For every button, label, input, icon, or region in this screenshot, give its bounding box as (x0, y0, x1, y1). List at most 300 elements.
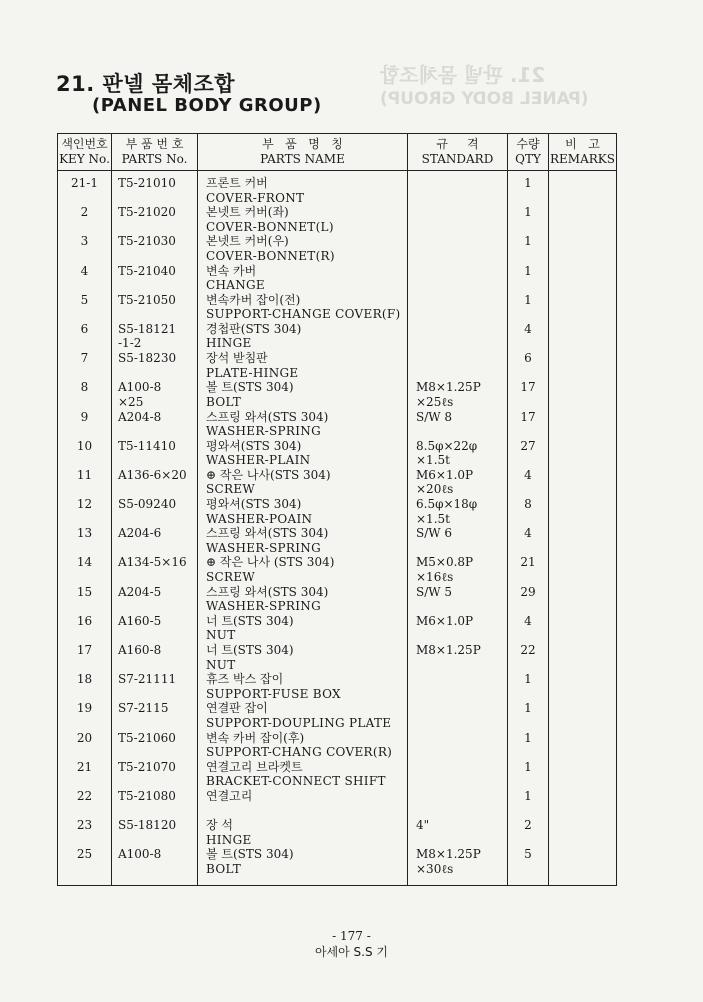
cell-part-no (112, 672, 198, 701)
cell-part-name (198, 322, 408, 351)
table-row (58, 410, 617, 439)
cell-remarks (549, 789, 617, 818)
cell-part-name-name-en: WASHER-PLAIN (206, 453, 311, 468)
table-row (58, 205, 617, 234)
cell-remarks (549, 293, 617, 322)
cell-key-key: 20 (76, 730, 93, 745)
cell-remarks (549, 380, 617, 409)
cell-remarks (549, 614, 617, 643)
cell-qty-qty: 22 (520, 643, 536, 657)
cell-part-name-name-ko: 스프링 와셔(STS 304) (206, 409, 329, 424)
cell-standard (408, 614, 508, 643)
cell-remarks (549, 760, 617, 789)
cell-standard (408, 526, 508, 555)
cell-key (58, 439, 112, 468)
cell-remarks (549, 555, 617, 584)
cell-part-no-part-no: T5-21020 (118, 205, 176, 220)
cell-part-name-name-en: PLATE-HINGE (206, 365, 299, 380)
cell-part-no (112, 497, 198, 526)
cell-part-name-name-ko: 연결고리 브라켓트 (206, 759, 303, 774)
cell-part-name-name-en: SUPPORT-FUSE BOX (206, 686, 341, 701)
cell-remarks (549, 439, 617, 468)
cell-part-name (198, 614, 408, 643)
cell-part-no (112, 380, 198, 409)
cell-qty-qty: 29 (520, 584, 536, 599)
cell-key (58, 614, 112, 643)
cell-standard-std1: M8×1.25P (416, 643, 481, 657)
cell-qty (508, 410, 549, 439)
cell-remarks (549, 701, 617, 730)
cell-standard-std2: ×1.5t (416, 453, 450, 468)
cell-standard (408, 643, 508, 672)
cell-remarks (549, 847, 617, 886)
cell-part-name-name-ko: 변속 카버 (206, 263, 257, 278)
cell-remarks (549, 497, 617, 526)
cell-part-name-name-ko: 프론트 커버 (206, 176, 268, 190)
cell-part-no (112, 234, 198, 263)
col-header-qty: 수량 QTY (508, 134, 549, 171)
cell-part-no (112, 410, 198, 439)
cell-key-key: 8 (80, 380, 89, 395)
cell-standard-std2: ×20ℓs (416, 482, 454, 497)
cell-standard (408, 760, 508, 789)
cell-part-name-name-ko: 볼 트(STS 304) (206, 380, 294, 395)
cell-remarks (549, 351, 617, 380)
cell-key (58, 293, 112, 322)
cell-standard (408, 234, 508, 263)
cell-part-no (112, 351, 198, 380)
col-header-parts-no: 부 품 번 호 PARTS No. (112, 134, 198, 171)
cell-part-name (198, 585, 408, 614)
cell-key-key: 9 (80, 409, 89, 424)
cell-key-key: 25 (76, 847, 93, 862)
cell-part-name-name-ko: 장 석 (206, 818, 233, 833)
cell-standard (408, 205, 508, 234)
cell-part-no-part-no: A204-8 (118, 409, 162, 424)
cell-part-no-part-no: T5-11410 (118, 438, 176, 453)
table-row (58, 701, 617, 730)
cell-part-name (198, 643, 408, 672)
cell-qty-qty: 8 (524, 497, 532, 512)
cell-part-name-name-ko: 연결고리 (206, 788, 253, 803)
cell-standard (408, 293, 508, 322)
cell-standard (408, 555, 508, 584)
cell-key (58, 205, 112, 234)
table-row (58, 497, 617, 526)
cell-part-name-name-ko: 휴즈 박스 잡이 (206, 672, 284, 687)
cell-part-name-name-en: SCREW (206, 482, 256, 497)
cell-key-key: 11 (76, 467, 93, 482)
cell-remarks (549, 171, 617, 206)
table-row (58, 585, 617, 614)
cell-qty (508, 731, 549, 760)
cell-part-no-part-no: A100-8 (118, 847, 162, 862)
cell-part-no-part-no: S7-2115 (118, 701, 169, 716)
cell-standard-std2: ×25ℓs (416, 394, 454, 409)
cell-qty-qty: 4 (524, 613, 532, 628)
cell-part-name-name-en: WASHER-SPRING (206, 599, 321, 614)
cell-qty (508, 614, 549, 643)
table-row (58, 643, 617, 672)
cell-key-key: 19 (76, 701, 93, 716)
cell-remarks (549, 526, 617, 555)
cell-qty-qty: 1 (524, 701, 532, 716)
cell-key-key: 6 (80, 321, 89, 336)
cell-standard-std1: S/W 8 (416, 409, 453, 424)
cell-part-no (112, 585, 198, 614)
cell-part-name-name-ko: 평와셔(STS 304) (206, 497, 302, 512)
bleed-through-text (380, 62, 598, 110)
cell-standard (408, 351, 508, 380)
cell-key (58, 322, 112, 351)
cell-part-no (112, 468, 198, 497)
cell-remarks (549, 264, 617, 293)
cell-part-no-part-no: A134-5×16 (118, 555, 187, 570)
cell-qty (508, 847, 549, 886)
cell-standard-std1: M6×1.0P (416, 613, 474, 628)
cell-part-no-part-no: A160-8 (118, 643, 162, 657)
cell-key (58, 380, 112, 409)
footer-company: 아세아 S.S 기 (314, 945, 389, 959)
cell-key (58, 701, 112, 730)
cell-qty (508, 351, 549, 380)
cell-part-name (198, 410, 408, 439)
cell-qty-qty: 5 (524, 847, 532, 862)
cell-key (58, 672, 112, 701)
cell-part-name (198, 789, 408, 818)
table-row (58, 351, 617, 380)
cell-standard (408, 439, 508, 468)
cell-key-key: 15 (76, 584, 93, 599)
cell-part-no-part-no: S5-18121 (118, 321, 177, 336)
ghost-title-ko: 21. 판넬 몸체조합 (380, 63, 546, 87)
cell-standard-std2: ×1.5t (416, 511, 450, 526)
table-row (58, 234, 617, 263)
cell-standard-std1: M8×1.25P (416, 380, 481, 395)
cell-key-key: 7 (80, 351, 89, 366)
cell-standard (408, 410, 508, 439)
cell-standard (408, 847, 508, 886)
table-row (58, 555, 617, 584)
cell-part-no (112, 614, 198, 643)
cell-part-name-name-ko: 볼 트(STS 304) (206, 847, 294, 862)
table-row (58, 293, 617, 322)
cell-standard (408, 585, 508, 614)
cell-key-key: 4 (80, 263, 89, 278)
cell-qty-qty: 21 (520, 555, 536, 570)
cell-part-no-part-no: S5-09240 (118, 497, 177, 512)
cell-key (58, 468, 112, 497)
cell-remarks (549, 410, 617, 439)
cell-qty (508, 760, 549, 789)
cell-part-name-name-en: HINGE (206, 832, 252, 847)
cell-qty (508, 701, 549, 730)
cell-part-no-part-no: S5-18120 (118, 818, 177, 833)
cell-standard (408, 818, 508, 847)
cell-part-no-part-no: T5-21050 (118, 292, 176, 307)
table-row (58, 171, 617, 206)
cell-key (58, 526, 112, 555)
cell-standard (408, 171, 508, 206)
cell-part-name-name-en: CHANGE (206, 278, 265, 293)
cell-qty (508, 205, 549, 234)
cell-standard-std1: M6×1.0P (416, 467, 474, 482)
cell-key-key: 16 (76, 613, 93, 628)
cell-part-name-name-en: WASHER-SPRING (206, 424, 321, 438)
cell-remarks (549, 468, 617, 497)
cell-key (58, 171, 112, 206)
cell-remarks (549, 322, 617, 351)
cell-part-name (198, 555, 408, 584)
cell-standard-std1: 4" (416, 818, 430, 833)
cell-standard (408, 264, 508, 293)
page-title: 21. 판넬 몸체조합 (56, 72, 236, 96)
cell-qty-qty: 1 (524, 730, 532, 745)
cell-part-name-name-ko: 변속카버 잡이(전) (206, 292, 301, 307)
cell-standard (408, 701, 508, 730)
cell-part-name (198, 672, 408, 701)
cell-remarks (549, 643, 617, 672)
cell-key (58, 789, 112, 818)
cell-part-name (198, 731, 408, 760)
cell-part-name-name-ko: 본넷트 커버(우) (206, 234, 289, 249)
cell-part-name-name-ko: 연결판 잡이 (206, 701, 268, 716)
cell-qty-qty: 1 (524, 759, 532, 774)
cell-qty-qty: 1 (524, 292, 532, 307)
cell-part-name-name-ko: 경첩판(STS 304) (206, 321, 302, 336)
cell-part-name-name-ko: 장석 받침판 (206, 351, 268, 366)
cell-part-name (198, 234, 408, 263)
cell-qty (508, 585, 549, 614)
col-header-standard: 규 격 STANDARD (408, 134, 508, 171)
table-row (58, 614, 617, 643)
cell-part-name-name-en: COVER-BONNET(R) (206, 248, 335, 263)
cell-part-name-name-en: BRACKET-CONNECT SHIFT (206, 774, 386, 789)
cell-standard-std1: 6.5φ×18φ (416, 497, 478, 512)
cell-part-no-part-no: S5-18230 (118, 351, 177, 366)
cell-key-key: 14 (76, 555, 93, 570)
cell-part-no (112, 643, 198, 672)
cell-key (58, 497, 112, 526)
cell-key-key: 23 (76, 818, 93, 833)
cell-standard (408, 789, 508, 818)
cell-qty-qty: 4 (524, 321, 532, 336)
cell-part-name-name-ko: 본넷트 커버(좌) (206, 205, 289, 220)
cell-part-name-name-en: NUT (206, 628, 236, 643)
cell-part-no-part-no: A204-6 (118, 526, 162, 541)
cell-qty-qty: 1 (524, 234, 532, 249)
cell-key-key: 3 (80, 234, 89, 249)
cell-key-key: 13 (76, 526, 93, 541)
cell-part-name (198, 171, 408, 206)
cell-part-name (198, 439, 408, 468)
cell-standard (408, 731, 508, 760)
cell-qty-qty: 1 (524, 176, 532, 190)
cell-remarks (549, 818, 617, 847)
cell-part-name-name-en: NUT (206, 657, 236, 672)
table-header-row (58, 134, 617, 171)
cell-standard-std1: M5×0.8P (416, 555, 474, 570)
table-row (58, 322, 617, 351)
cell-qty-qty: 4 (524, 526, 532, 541)
cell-part-no-part-no: T5-21070 (118, 759, 176, 774)
cell-standard-std1: 8.5φ×22φ (416, 438, 478, 453)
cell-remarks (549, 585, 617, 614)
cell-qty (508, 380, 549, 409)
cell-part-name (198, 847, 408, 886)
cell-part-name-name-en: BOLT (206, 394, 242, 409)
cell-qty (508, 468, 549, 497)
parts-table (57, 133, 617, 886)
cell-qty (508, 526, 549, 555)
cell-qty-qty: 17 (520, 409, 536, 424)
cell-qty (508, 439, 549, 468)
col-header-remarks: 비 고 REMARKS (549, 134, 617, 171)
table-row (58, 731, 617, 760)
cell-qty-qty: 1 (524, 672, 532, 687)
cell-part-no-part-no: A160-5 (118, 613, 162, 628)
cell-part-name-name-ko: 너 트(STS 304) (206, 643, 294, 657)
cell-part-name (198, 380, 408, 409)
cell-part-no (112, 293, 198, 322)
cell-part-name (198, 701, 408, 730)
cell-part-name-name-ko: ⊕ 작은 나사 (STS 304) (206, 555, 335, 570)
cell-part-name (198, 526, 408, 555)
cell-remarks (549, 731, 617, 760)
table-row (58, 468, 617, 497)
cell-part-name-name-ko: ⊕ 작은 나사(STS 304) (206, 467, 331, 482)
cell-part-name (198, 818, 408, 847)
cell-standard (408, 497, 508, 526)
cell-part-no (112, 322, 198, 351)
cell-key-key: 5 (80, 292, 89, 307)
col-header-key: 색인번호 KEY No. (58, 134, 112, 171)
cell-key (58, 351, 112, 380)
cell-part-name-name-en: COVER-BONNET(L) (206, 219, 334, 234)
table-row (58, 526, 617, 555)
table-row (58, 439, 617, 468)
cell-part-name-name-ko: 평와셔(STS 304) (206, 438, 302, 453)
cell-standard-std2: ×16ℓs (416, 569, 454, 584)
cell-key-key: 22 (76, 788, 93, 803)
cell-part-name-name-en: SUPPORT-DOUPLING PLATE (206, 715, 392, 730)
cell-part-no-part-no: A100-8 (118, 380, 162, 395)
cell-standard (408, 468, 508, 497)
cell-key (58, 264, 112, 293)
cell-part-name-name-en: SUPPORT-CHANGE COVER(F) (206, 307, 401, 322)
cell-key-key: 18 (76, 672, 93, 687)
col-header-parts-name: 부 품 명 칭 PARTS NAME (198, 134, 408, 171)
cell-qty-qty: 1 (524, 263, 532, 278)
cell-qty (508, 171, 549, 206)
cell-part-no-part-no: T5-21040 (118, 263, 176, 278)
cell-part-name (198, 497, 408, 526)
cell-part-name (198, 293, 408, 322)
cell-qty (508, 497, 549, 526)
cell-key-key: 2 (80, 205, 89, 220)
cell-part-no (112, 171, 198, 206)
cell-part-no (112, 264, 198, 293)
table-row (58, 818, 617, 847)
cell-part-no-part-no: S7-21111 (118, 672, 177, 687)
table-row (58, 789, 617, 818)
cell-qty-qty: 2 (524, 818, 532, 833)
cell-part-name-name-ko: 스프링 와셔(STS 304) (206, 526, 329, 541)
cell-remarks (549, 234, 617, 263)
cell-qty (508, 672, 549, 701)
cell-qty-qty: 17 (520, 380, 536, 395)
cell-part-no-part-no: A136-6×20 (118, 467, 187, 482)
cell-part-no-part-no: A204-5 (118, 584, 162, 599)
cell-part-no (112, 789, 198, 818)
table-row (58, 760, 617, 789)
cell-key (58, 555, 112, 584)
cell-qty (508, 293, 549, 322)
cell-part-no-part-no: T5-21010 (118, 176, 176, 190)
cell-qty (508, 643, 549, 672)
cell-part-no (112, 439, 198, 468)
cell-part-no-part-no2: -1-2 (118, 336, 142, 351)
cell-qty (508, 234, 549, 263)
cell-part-no (112, 847, 198, 886)
cell-qty-qty: 1 (524, 788, 532, 803)
cell-part-name (198, 205, 408, 234)
cell-remarks (549, 205, 617, 234)
ghost-title-en: (PANEL BODY GROUP) (380, 89, 589, 109)
cell-standard-std2: ×30ℓs (416, 861, 454, 876)
cell-part-name-name-ko: 변속 카버 잡이(후) (206, 730, 305, 745)
cell-qty (508, 555, 549, 584)
cell-standard-std1: S/W 6 (416, 526, 453, 541)
cell-part-no-part-no: T5-21030 (118, 234, 176, 249)
cell-part-no (112, 555, 198, 584)
cell-qty-qty: 27 (520, 438, 536, 453)
cell-key-key: 17 (76, 643, 93, 657)
table-row (58, 672, 617, 701)
cell-part-no (112, 526, 198, 555)
cell-part-name-name-en: BOLT (206, 861, 242, 876)
cell-qty-qty: 6 (524, 351, 532, 366)
cell-key-key: 12 (76, 497, 93, 512)
cell-key (58, 234, 112, 263)
page-number: - 177 - (332, 929, 371, 943)
cell-key (58, 643, 112, 672)
cell-qty-qty: 4 (524, 467, 532, 482)
table-row (58, 264, 617, 293)
cell-part-no (112, 818, 198, 847)
cell-part-name-name-ko: 스프링 와셔(STS 304) (206, 584, 329, 599)
cell-standard (408, 322, 508, 351)
cell-qty (508, 264, 549, 293)
cell-key-key: 10 (76, 438, 93, 453)
cell-key (58, 760, 112, 789)
cell-part-name (198, 351, 408, 380)
cell-part-name-name-en: WASHER-SPRING (206, 540, 321, 555)
cell-part-no (112, 205, 198, 234)
cell-standard (408, 380, 508, 409)
cell-part-name (198, 264, 408, 293)
cell-key (58, 731, 112, 760)
cell-part-name-name-en: WASHER-POAIN (206, 511, 313, 526)
cell-part-no-part-no: T5-21060 (118, 730, 176, 745)
cell-part-name-name-en: SUPPORT-CHANG COVER(R) (206, 745, 393, 760)
cell-part-name-name-ko: 너 트(STS 304) (206, 613, 294, 628)
table-row (58, 380, 617, 409)
cell-qty (508, 818, 549, 847)
cell-part-no-part-no2: ×25 (118, 394, 144, 409)
cell-qty (508, 789, 549, 818)
table-row (58, 847, 617, 886)
